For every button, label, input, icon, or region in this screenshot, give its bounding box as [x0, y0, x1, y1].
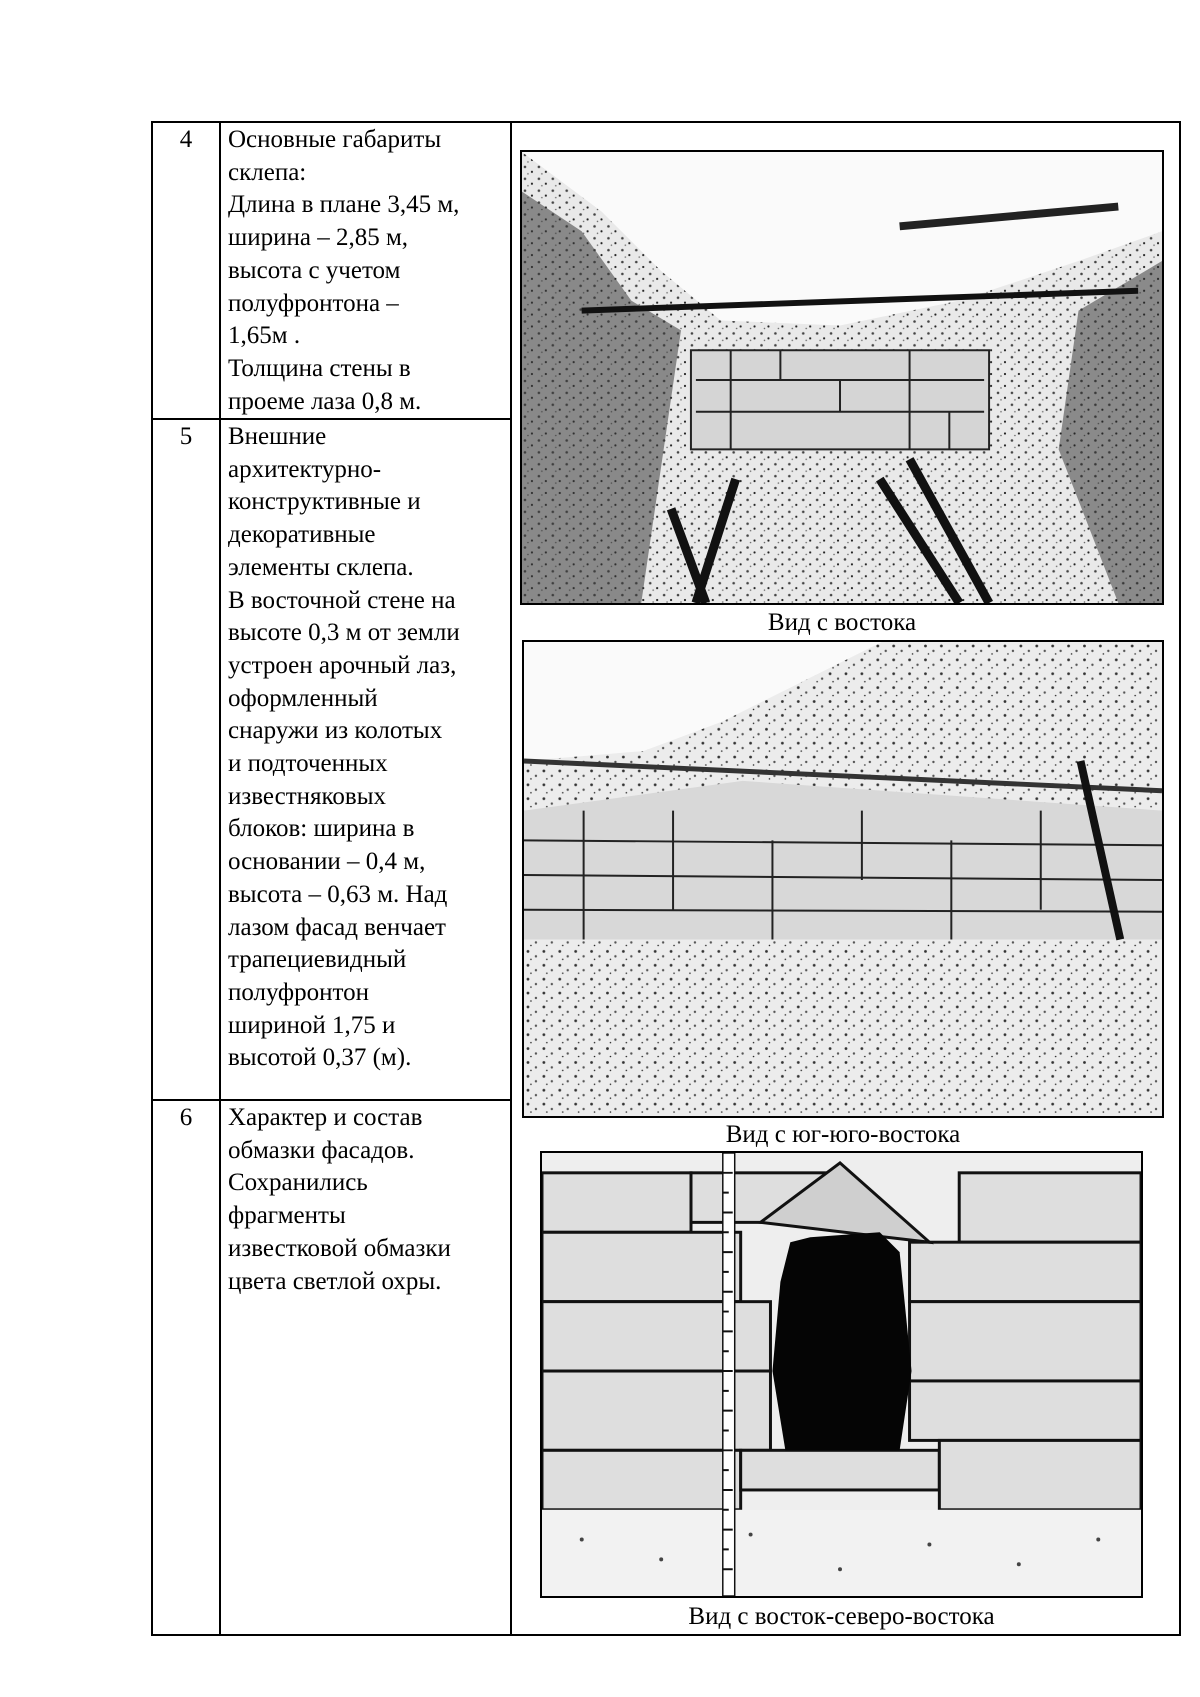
photo-caption: Вид с восток-северо-востока [688, 1603, 995, 1630]
table-border-top [151, 121, 1181, 123]
photo-view-south-southeast [522, 640, 1164, 1118]
row-divider-2 [151, 1099, 512, 1101]
table-border-right [1179, 121, 1181, 1636]
row-number: 6 [179, 1104, 193, 1131]
table-border-left [151, 121, 153, 1636]
table-border-bottom [151, 1634, 1181, 1636]
photo-caption: Вид с юг-юго-востока [725, 1121, 961, 1148]
column-divider-1 [219, 121, 221, 1636]
row-description: Основные габариты склепа: Длина в плане 3,45 м, ширина – 2,85 м, высота с учетом полуфронтона – 1,65м . Толщина стены в проеме лаза 0,8 м. [228, 126, 460, 415]
row-description: Характер и состав обмазки фасадов. Сохранились фрагменты известковой обмазки цвета светлой охры. [228, 1104, 451, 1295]
row-number: 4 [179, 126, 193, 153]
row-number: 5 [179, 423, 193, 450]
photo-view-east-northeast [540, 1151, 1143, 1598]
photo-view-east [520, 150, 1164, 605]
column-divider-2 [510, 121, 512, 1636]
photo-caption: Вид с востока [767, 609, 917, 636]
row-description: Внешние архитектурно- конструктивные и декоративные элементы склепа. В восточной стене на высоте 0,3 м от земли устроен арочный лаз, оформленный снаружи из колотых и подточенных известняковых блоков: ширина в основании – 0,4 м, высота – 0,63 м. Над лазом фасад венчает трапециевидный полуфронтон шириной 1,75 и высотой 0,37 (м). [228, 423, 460, 1072]
